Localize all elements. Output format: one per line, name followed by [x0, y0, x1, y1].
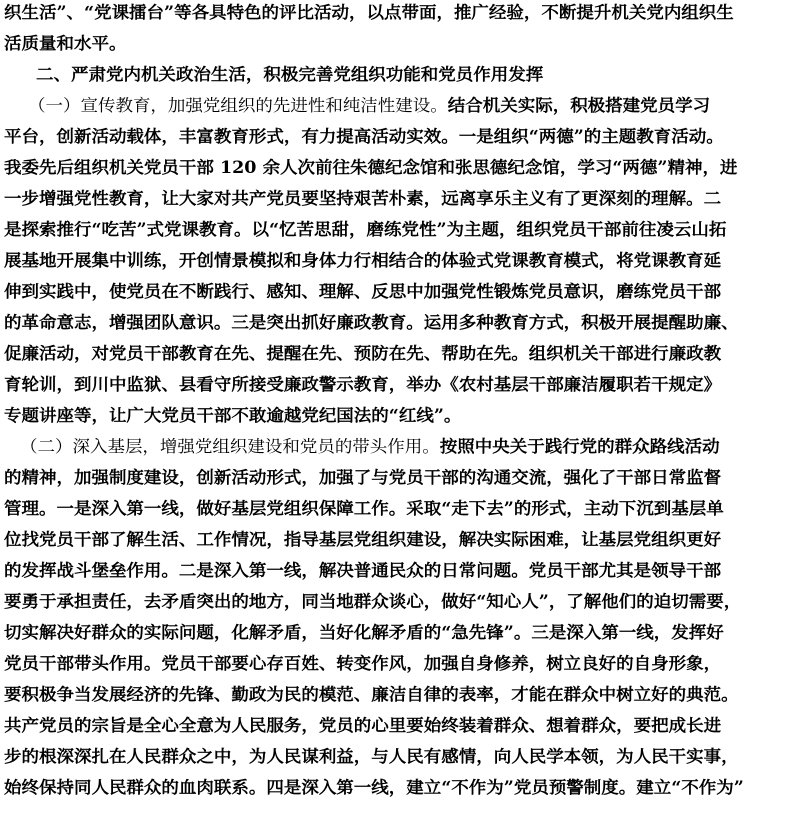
- text-line-9: [4, 250, 721, 280]
- text-line-8: [4, 219, 726, 249]
- line-text: 我委先后组织机关党员干部 120 余人次前往朱德纪念馆和张思德纪念馆，学习“两德”精神，进: [4, 158, 738, 177]
- text-line-17: [4, 498, 724, 528]
- line-text: 活质量和水平。: [4, 34, 127, 53]
- line-text: 育轮训，到川中监狱、县看守所接受廉政警示教育，举办《农村基层干部廉洁履职若干规定》: [4, 375, 722, 394]
- line-text: 的发挥战斗堡垒作用。二是深入第一线，解决普通民众的日常问题。党员干部尤其是领导干部: [4, 561, 722, 580]
- line-text: 平台，创新活动载体，丰富教育形式，有力提高活动实效。一是组织“两德”的主题教育活动。: [4, 127, 724, 146]
- line-text: 管理。一是深入第一线，做好基层党组织保障工作。采取“走下去”的形式，主动下沉到基层单: [4, 499, 724, 518]
- line-text: 要积极争当发展经济的先锋、勤政为民的模范、廉洁自律的表率，才能在群众中树立好的典范。: [4, 685, 739, 704]
- line-text: 共产党员的宗旨是全心全意为人民服务，党员的心里要始终装着群众、想着群众，要把成长进: [4, 716, 722, 735]
- line-text: 专题讲座等，让广大党员干部不敢逾越党纪国法的“红线”。: [4, 406, 462, 425]
- line-text: 促廉活动，对党员干部教育在先、提醒在先、预防在先、帮助在先。组织机关干部进行廉政教: [4, 344, 722, 363]
- line-text: 党员干部带头作用。党员干部要心存百姓、转变作风，加强自身修养，树立良好的自身形象，: [4, 654, 722, 673]
- text-line-18: [4, 529, 721, 559]
- line-text: 是探索推行“吃苦”式党课教育。以“忆苦思甜，磨练党性”为主题，组织党员干部前往凌云山拓: [4, 220, 727, 239]
- text-line-5: [4, 126, 724, 156]
- line-text: 的精神，加强制度建设，创新活动形式，加强了与党员干部的沟通交流，强化了干部日常监督: [4, 468, 722, 487]
- line-text: 展基地开展集中训练，开创情景模拟和身体力行相结合的体验式党课教育模式，将党课教育延: [4, 251, 722, 270]
- line-text: 伸到实践中，使党员在不断践行、感知、理解、反思中加强党性锻炼党员意识，磨练党员干部: [4, 282, 722, 301]
- heading-text: 二、严肃党内机关政治生活，积极完善党组织功能和党员作用发挥: [36, 65, 544, 84]
- text-line-12: [4, 343, 721, 373]
- text-line-13: [4, 374, 721, 404]
- text-line-25: [4, 746, 739, 776]
- subsection-lead: （一）宣传教育，加强党组织的先进性和纯洁性建设。: [28, 96, 448, 115]
- text-line-1: [4, 2, 734, 32]
- line-text: 位找党员干部了解生活、工作情况，指导基层党组织建设，解决实际困难，让基层党组织更好: [4, 530, 722, 549]
- text-line-11: [4, 312, 739, 342]
- text-line-24: [4, 715, 721, 745]
- line-text: 步的根深深扎在人民群众之中，为人民谋利益，与人民有感情，向人民学本领，为人民干实事，: [4, 747, 739, 766]
- text-line-10: [4, 281, 721, 311]
- subsection-lead: （二）深入基层，增强党组织建设和党员的带头作用。: [20, 437, 440, 456]
- text-line-6: [4, 157, 737, 187]
- line-text: 织生活”、“党课擂台”等各具特色的评比活动，以点带面，推广经验，不断提升机关党内组织生: [4, 3, 734, 22]
- line-text: 切实解决好群众的实际问题，化解矛盾，当好化解矛盾的“急先锋”。三是深入第一线，发挥好: [4, 623, 724, 642]
- text-line-26: [4, 777, 744, 807]
- text-line-15: [20, 436, 720, 466]
- section-heading: [36, 64, 543, 94]
- text-line-21: [4, 622, 724, 652]
- text-line-23: [4, 684, 739, 714]
- line-text: 要勇于承担责任，去矛盾突出的地方，同当地群众谈心，做好“知心人”，了解他们的迫切需要，: [4, 592, 742, 611]
- text-line-4: [28, 95, 710, 125]
- line-text: 按照中央关于践行党的群众路线活动: [439, 437, 720, 456]
- text-line-7: [4, 188, 721, 218]
- text-line-14: [4, 405, 461, 435]
- text-line-19: [4, 560, 721, 590]
- line-text: 的革命意志，增强团队意识。三是突出抓好廉政教育。运用多种教育方式，积极开展提醒助廉、: [4, 313, 739, 332]
- line-text: 一步增强党性教育，让大家对共产党员要坚持艰苦朴素，远离享乐主义有了更深刻的理解。二: [4, 189, 722, 208]
- text-line-22: [4, 653, 721, 683]
- text-line-2: [4, 33, 126, 63]
- line-text: 结合机关实际，积极搭建党员学习: [447, 96, 711, 115]
- line-text: 始终保持同人民群众的血肉联系。四是深入第一线，建立“不作为”党员预警制度。建立“不作为”: [4, 778, 744, 797]
- text-line-20: [4, 591, 741, 621]
- text-line-16: [4, 467, 721, 497]
